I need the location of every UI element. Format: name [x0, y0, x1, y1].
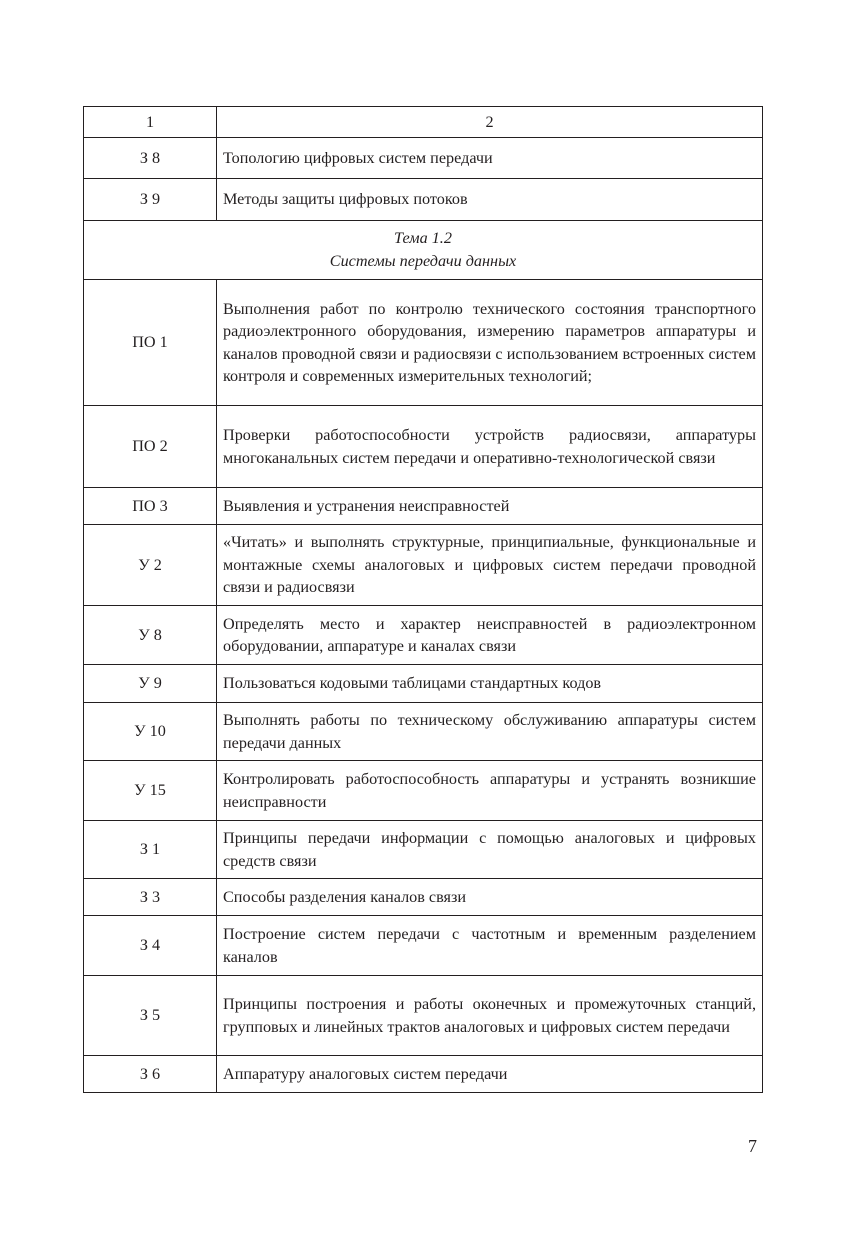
competency-table	[83, 106, 763, 1093]
table-row	[84, 916, 763, 976]
table-row	[84, 406, 763, 488]
row-text: Выявления и устранения неисправностей	[217, 488, 763, 525]
table-row	[84, 821, 763, 879]
row-text: Выполнять работы по техническому обслуживанию аппаратуры систем передачи данных	[217, 703, 763, 761]
row-text: Выполнения работ по контролю технического состояния транспортного радиоэлектронного оборудования, измерению параметров аппаратуры и каналов проводной связи и радиосвязи с использованием встроенных систем контроля и современных измерительных технологий;	[217, 280, 763, 406]
row-code: З 8	[84, 138, 217, 179]
table-row	[84, 1056, 763, 1093]
table-row	[84, 879, 763, 916]
table-row	[84, 976, 763, 1056]
row-code: З 6	[84, 1056, 217, 1093]
row-code: З 1	[84, 821, 217, 879]
table-row	[84, 488, 763, 525]
header-col-1: 1	[84, 107, 217, 138]
row-text: Топологию цифровых систем передачи	[217, 138, 763, 179]
row-code: З 5	[84, 976, 217, 1056]
table-row	[84, 280, 763, 406]
topic-subtitle: Системы передачи данных	[329, 252, 517, 270]
row-code: ПО 2	[84, 406, 217, 488]
row-text: Построение систем передачи с частотным и временным разделением каналов	[217, 916, 763, 976]
row-code: У 9	[84, 665, 217, 703]
row-code: ПО 1	[84, 280, 217, 406]
table-row	[84, 665, 763, 703]
row-code: У 2	[84, 525, 217, 606]
row-text: Способы разделения каналов связи	[217, 879, 763, 916]
row-text: Контролировать работоспособность аппаратуры и устранять возникшие неисправности	[217, 761, 763, 821]
row-code: З 4	[84, 916, 217, 976]
table-row	[84, 761, 763, 821]
topic-cell	[84, 221, 763, 280]
topic-row	[84, 221, 763, 280]
topic-title: Тема 1.2	[394, 229, 452, 247]
row-text: Принципы передачи информации с помощью аналоговых и цифровых средств связи	[217, 821, 763, 879]
row-code: У 15	[84, 761, 217, 821]
row-code: У 10	[84, 703, 217, 761]
table-row	[84, 525, 763, 606]
row-text: Пользоваться кодовыми таблицами стандартных кодов	[217, 665, 763, 703]
header-col-2: 2	[217, 107, 763, 138]
row-text: Принципы построения и работы оконечных и промежуточных станций, групповых и линейных трактов аналоговых и цифровых систем передачи	[217, 976, 763, 1056]
table-header-row	[84, 107, 763, 138]
row-code: ПО 3	[84, 488, 217, 525]
row-code: З 9	[84, 179, 217, 221]
table-row	[84, 703, 763, 761]
row-code: У 8	[84, 606, 217, 665]
row-text: Определять место и характер неисправностей в радиоэлектронном оборудовании, аппаратуре и каналах связи	[217, 606, 763, 665]
row-text: Методы защиты цифровых потоков	[217, 179, 763, 221]
row-text: «Читать» и выполнять структурные, принципиальные, функциональные и монтажные схемы аналоговых и цифровых систем передачи проводной связи и радиосвязи	[217, 525, 763, 606]
table-row	[84, 138, 763, 179]
page-number: 7	[748, 1136, 757, 1156]
table-row	[84, 179, 763, 221]
row-text: Проверки работоспособности устройств радиосвязи, аппаратуры многоканальных систем передачи и оперативно-технологической связи	[217, 406, 763, 488]
table-row	[84, 606, 763, 665]
row-text: Аппаратуру аналоговых систем передачи	[217, 1056, 763, 1093]
row-code: З 3	[84, 879, 217, 916]
